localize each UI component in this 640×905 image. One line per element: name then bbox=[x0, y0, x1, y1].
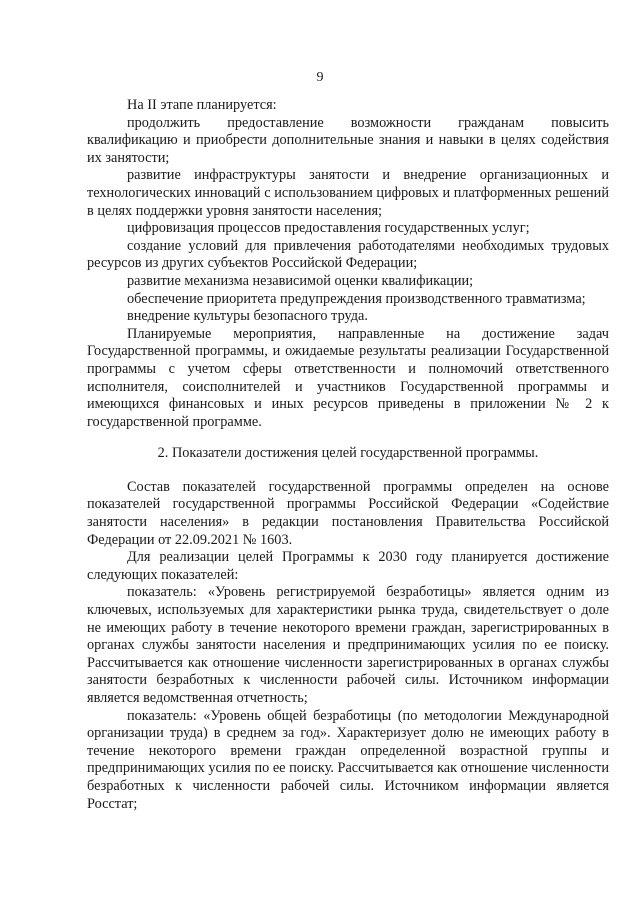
paragraph-qualification: продолжить предоставление возможности гражданам повысить квалификацию и приобрести дополнительные знания и навыки в целях содействия их занятости; bbox=[87, 114, 609, 166]
paragraph-qualification-assessment: развитие механизма независимой оценки квалификации; bbox=[127, 272, 474, 289]
paragraph-infrastructure: развитие инфраструктуры занятости и внедрение организационных и технологических инноваций с использованием цифровых и платформенных решений в целях поддержки уровня занятости населения; bbox=[87, 167, 609, 219]
paragraph-digitalization: цифровизация процессов предоставления государственных услуг; bbox=[127, 220, 530, 237]
paragraph-labor-resources: создание условий для привлечения работодателями необходимых трудовых ресурсов из других субъектов Российской Федерации; bbox=[87, 237, 609, 272]
paragraph-registered-unemployment: показатель: «Уровень регистрируемой безработицы» является одним из ключевых, используемых для характеристики рынка труда, свидетельствует о доле не имеющих работу в течение некоторого времени граждан, зарегистрированных в органах службы занятости населения и предпринимающих усилия по ее поиску. Рассчитывается как отношение численности зарегистрированных в органах службы занятости безработных к численности рабочей силы. Источником информации является ведомственная отчетность; bbox=[87, 584, 609, 706]
page-number: 9 bbox=[316, 70, 324, 85]
paragraph-stage-two-intro: На II этапе планируется: bbox=[127, 97, 277, 113]
paragraph-safety-culture: внедрение культуры безопасного труда. bbox=[127, 308, 368, 325]
paragraph-indicators-intro: Для реализации целей Программы к 2030 году планируется достижение следующих показателей: bbox=[87, 549, 609, 583]
paragraph-indicators-composition: Состав показателей государственной программы определен на основе показателей государственной программы Российской Федерации «Содействие занятости населения» в редакции постановления Правительства Российской Федерации от 22.09.2021 № 1603. bbox=[87, 478, 609, 548]
page-content bbox=[87, 97, 609, 813]
paragraph-general-unemployment: показатель: «Уровень общей безработицы (по методологии Международной организации труда) в среднем за год». Характеризует долю не имеющих работу в течение некоторого времени граждан определенной возрастной группы и предпринимающих усилия по ее поиску. Рассчитывается как отношение численности безработных к численности рабочей силы. Источником информации является Росстат; bbox=[87, 707, 609, 812]
section-heading: 2. Показатели достижения целей государственной программы. bbox=[157, 445, 539, 462]
paragraph-planned-measures: Планируемые мероприятия, направленные на достижение задач Государственной программы, и ожидаемые результаты реализации Государственной программы с учетом сферы ответственности и полномочий ответственного исполнителя, соисполнителей и участников Государственной программы и имеющихся финансовых и иных ресурсов приведены в приложении № 2 к государственной программе. bbox=[87, 325, 609, 430]
paragraph-injury-prevention: обеспечение приоритета предупреждения производственного травматизма; bbox=[127, 290, 586, 307]
